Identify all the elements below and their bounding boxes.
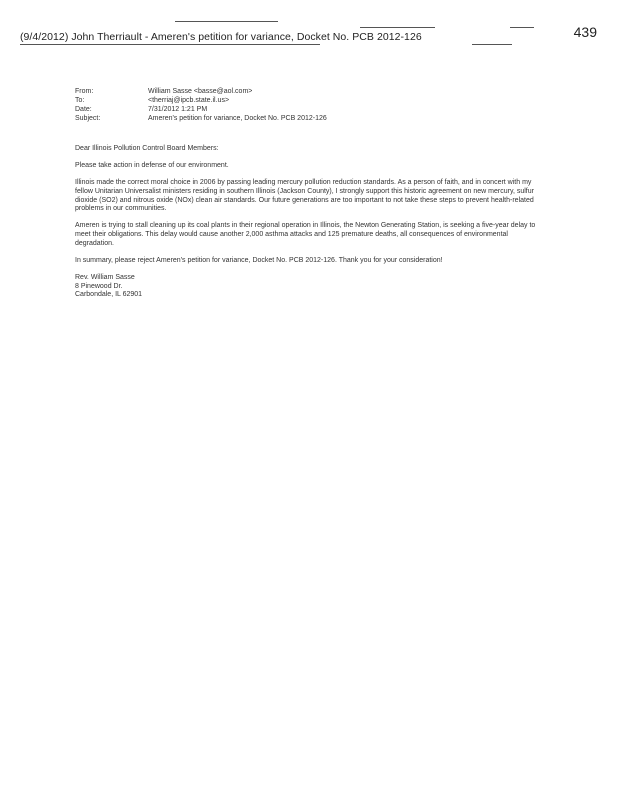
- page-number: 439: [573, 24, 597, 40]
- body-paragraph-1: Illinois made the correct moral choice in 2006 by passing leading mercury pollution reduction standards. As a person of faith, and in concert with my fellow Unitarian Universalist ministers residing in southern Illinois (Jackson County), I strongly support this historic agreement on new mercury, sulfur dioxide (SO2) and nitrous oxide (NOx) clean air standards. Our future generations are too important to not take these steps to prevent health-related problems in our communities.: [75, 179, 534, 213]
- header-title: (9/4/2012) John Therriault - Ameren's petition for variance, Docket No. PCB 2012-126: [20, 31, 422, 43]
- subject-row: [75, 114, 545, 123]
- from-value: William Sasse <basse@aol.com>: [148, 88, 253, 95]
- email-body: [75, 145, 545, 300]
- subject-label: Subject:: [75, 115, 101, 122]
- date-row: [75, 105, 545, 114]
- subject-value: Ameren's petition for variance, Docket No. PCB 2012-126: [148, 115, 327, 122]
- signature-city: Carbondale, IL 62901: [75, 291, 143, 299]
- to-label: To:: [75, 97, 85, 104]
- to-value: <therriaj@ipcb.state.il.us>: [148, 97, 230, 104]
- signature-block: [75, 274, 545, 300]
- signature-name: Rev. William Sasse: [75, 273, 135, 281]
- header-rule-1: [175, 21, 278, 22]
- body-paragraph-2: Ameren is trying to stall cleaning up its coal plants in their regional operation in Illinois, the Newton Generating Station, is seeking a five-year delay to meet their obligations. This delay would cause another 2,000 asthma attacks and 125 premature deaths, all consequences of environmental degradation.: [75, 222, 536, 247]
- to-row: [75, 96, 545, 105]
- header-rule-5: [472, 44, 512, 45]
- date-label: Date:: [75, 106, 92, 113]
- email-header-block: [75, 87, 545, 123]
- date-value: 7/31/2012 1:21 PM: [148, 106, 208, 113]
- page-header: [0, 0, 619, 50]
- salutation: Dear Illinois Pollution Control Board Members:: [75, 145, 219, 152]
- header-rule-2: [360, 27, 435, 28]
- from-label: From:: [75, 88, 94, 95]
- from-row: [75, 87, 545, 96]
- header-rule-4: [20, 44, 320, 45]
- intro-line: Please take action in defense of our environment.: [75, 162, 229, 170]
- signature-address: 8 Pinewood Dr.: [75, 282, 123, 290]
- header-rule-3: [510, 27, 534, 28]
- body-paragraph-3: In summary, please reject Ameren's petition for variance, Docket No. PCB 2012-126. Thank you for your consideration!: [75, 256, 443, 264]
